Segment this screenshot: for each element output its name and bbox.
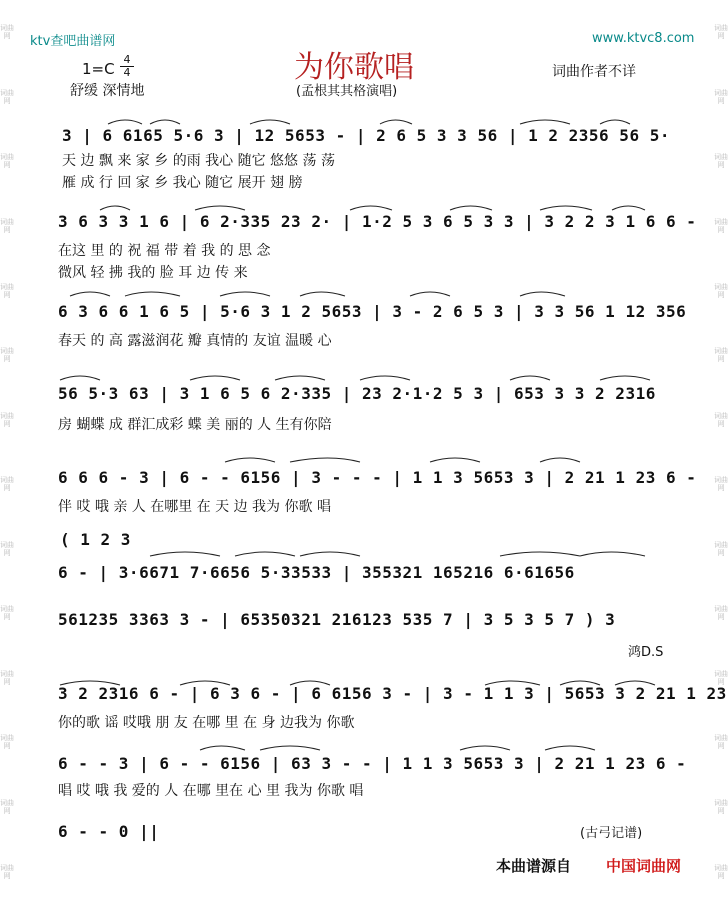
source-site-link[interactable]: 中国词曲网 [606,857,682,875]
score-row-notes: 6 - - 3 | 6 - - 6156 | 63 3 - - | 1 1 3 5653 3 | 2 21 1 23 6 - [58,754,687,773]
watermark-text: 词曲网 [714,88,728,105]
site-link-right[interactable]: www.ktvc8.com [592,31,695,46]
watermark-text: 词曲网 [0,669,14,686]
watermark-text: 词曲网 [0,799,14,816]
watermark-text: 词曲网 [714,734,728,751]
site-link-left[interactable]: ktv查吧曲谱网 [30,34,116,49]
watermark-text: 词曲网 [714,282,728,299]
watermark-text: 词曲网 [714,605,728,622]
score-row-notes: 3 2 2316 6 - | 6 3 6 - | 6 6156 3 - | 3 - 1 1 3 | 5653 3 2 21 1 23 [58,684,727,703]
score-row-notes: 6 6 6 - 3 | 6 - - 6156 | 3 - - - | 1 1 3 5653 3 | 2 21 1 23 6 - [58,468,697,487]
score-row-lyrics: 微风 轻 拂 我的 脸 耳 边 传 来 [58,265,248,281]
song-title: 为你歌唱 [294,50,414,85]
watermark-text: 词曲网 [0,282,14,299]
time-signature-top: 4 [123,53,131,66]
watermark-text: 词曲网 [714,411,728,428]
singer-credit: (孟根其其格演唱) [296,84,398,99]
watermark-text: 词曲网 [0,540,14,557]
watermark-text: 词曲网 [0,217,14,234]
watermark-text: 词曲网 [0,734,14,751]
score-row-lyrics: 雁 成 行 回 家 乡 我心 随它 展开 翅 膀 [62,175,303,191]
score-row-lyrics: 春天 的 高 露滋润花 瓣 真情的 友谊 温暖 心 [58,333,332,349]
score-row-lyrics: 唱 哎 哦 我 爱的 人 在哪 里在 心 里 我为 你歌 唱 [58,783,364,799]
time-signature [120,54,134,79]
right-watermark-strip [714,0,728,904]
score-row-notes: 6 - - 0 || [58,822,160,841]
watermark-text: 词曲网 [0,476,14,493]
watermark-text: 词曲网 [714,347,728,364]
score-row-notes: 561235 3363 3 - | 65350321 216123 535 7 | 3 5 3 5 7 ) 3 [58,610,616,629]
watermark-text: 词曲网 [0,347,14,364]
watermark-text: 词曲网 [0,863,14,880]
ds-marking: 鸿D.S [628,645,664,660]
author-credit: 词曲作者不详 [552,64,636,80]
left-watermark-strip [0,0,14,904]
score-row-lyrics: 在这 里 的 祝 福 带 着 我 的 思 念 [58,243,271,259]
watermark-text: 词曲网 [714,540,728,557]
watermark-text: 词曲网 [0,605,14,622]
watermark-text: 词曲网 [0,411,14,428]
tempo-marking: 舒缓 深情地 [70,83,145,99]
transcriber-credit: (古弓记谱) [580,826,643,841]
watermark-text: 词曲网 [714,217,728,234]
score-row-lyrics: 房 蝴蝶 成 群汇成彩 蝶 美 丽的 人 生有你陪 [58,417,332,433]
watermark-text: 词曲网 [714,153,728,170]
score-row-notes: 3 | 6 6165 5·6 3 | 12 5653 - | 2 6 5 3 3 56 | 1 2 2356 56 5· [62,126,670,145]
score-row-lyrics: 你的歌 谣 哎哦 朋 友 在哪 里 在 身 边我为 你歌 [58,715,355,731]
score-row-notes: 56 5·3 63 | 3 1 6 5 6 2·335 | 23 2·1·2 5 3 | 653 3 3 2 2316 [58,384,656,403]
score-row-notes: 3 6 3 3 1 6 | 6 2·335 23 2· | 1·2 5 3 6 5 3 3 | 3 2 2 3 1 6 6 - [58,212,697,231]
watermark-text: 词曲网 [714,24,728,41]
key-signature: 1=C [82,60,115,78]
watermark-text: 词曲网 [0,153,14,170]
score-row-notes: 6 3 6 6 1 6 5 | 5·6 3 1 2 5653 | 3 - 2 6 5 3 | 3 3 56 1 12 356 [58,302,687,321]
score-row-notes: 6 - | 3·6671 7·6656 5·33533 | 355321 165216 6·61656 [58,563,575,582]
watermark-text: 词曲网 [714,669,728,686]
score-row-lyrics: 天 边 飘 来 家 乡 的雨 我心 随它 悠悠 荡 荡 [62,153,335,169]
watermark-text: 词曲网 [0,88,14,105]
watermark-text: 词曲网 [714,799,728,816]
watermark-text: 词曲网 [714,476,728,493]
score-row-lyrics: 伴 哎 哦 亲 人 在哪里 在 天 边 我为 你歌 唱 [58,499,331,515]
watermark-text: 词曲网 [0,24,14,41]
time-signature-bottom: 4 [120,66,134,79]
source-label: 本曲谱源自 [496,857,572,875]
watermark-text: 词曲网 [714,863,728,880]
intro-bracket: ( 1 2 3 [60,530,131,549]
